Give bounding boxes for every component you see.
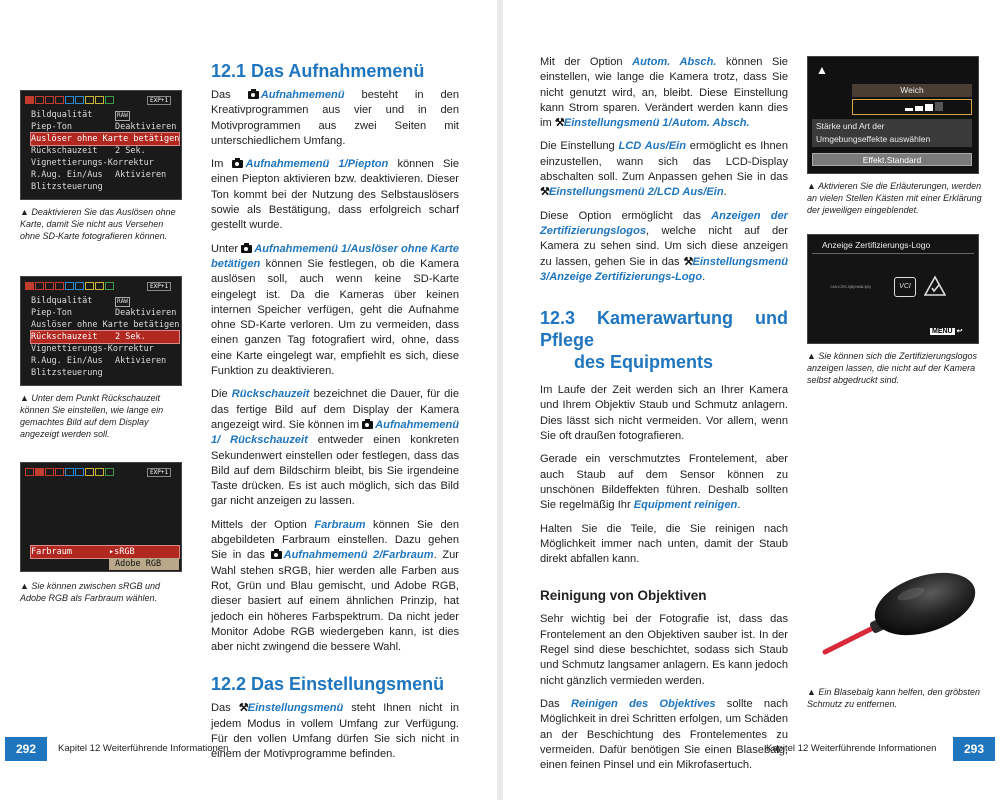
menu-back-button[interactable]: MENU ↩ xyxy=(932,328,963,335)
menu-tabs xyxy=(25,282,115,291)
option-adobe-rgb[interactable]: Adobe RGB xyxy=(109,558,179,570)
camera-icon xyxy=(271,549,282,559)
menu-row[interactable]: Blitzsteuerung xyxy=(31,182,103,192)
menu-row-selected[interactable]: Auslöser ohne Karte betätigen xyxy=(31,134,180,144)
menu-tabs xyxy=(25,96,115,105)
camera-icon xyxy=(248,89,259,99)
footer-left: Kapitel 12 Weiterführende Informationen xyxy=(58,743,229,754)
effect-settings-screen xyxy=(807,56,979,174)
wrench-icon: ⚒ xyxy=(540,186,550,199)
menu-row[interactable]: Vignettierungs-Korrektur xyxy=(31,344,154,354)
camera-icon xyxy=(241,243,252,253)
effect-description: Stärke und Art der Umgebungseffekte auswählen xyxy=(812,119,972,147)
camera-icon xyxy=(232,158,243,168)
rcm-logo-icon xyxy=(924,275,946,297)
section-heading-12-3: 12.3 Kamerawartung und Pflege des Equipments xyxy=(540,308,788,373)
left-text-column: 12.1 Das Aufnahmemenü Das Aufnahmemenü besteht in den Kreativprogrammen aus vier und in den Motivprogrammen aus zwei Seiten mit unterschiedlichem Umfang. Im Aufnahmemenü 1/Piepton können Sie einen Piepton aktivieren bzw. deaktivieren. Dieser Ton kommt bei der Nutzung des Selbstauslösers sowie als Bestätigung, dass erfolgreich scharf gestellt wurde. Unter Aufnahmemenü 1/Auslöser ohne Karte betätigen können Sie festlegen, ob die Kamera auslösen soll, auch wenn keine SD-Karte eingelegt ist. Da die Kameras über keinen internen Speicher verfügen, geht die Aufnahme ohne SD-Karte verloren. Um zu vermeiden, dass einen ganzen Tag fotografiert wird, ohne, dass eine Karte eingelegt war, empfiehlt es sich, diese Funktion zu deaktivieren. Die Rückschauzeit bezeichnet die Dauer, für die das fertige Bild auf dem Display der Kamera angezeigt wird. Sie können im Aufnahmemenü 1/ Rückschauzeit entweder einen konkreten Sekundenwert einstellen oder festlegen, dass das Bild auf dem Bildschirm bleibt, bis Sie irgendeine Taste drücken. Es ist auch möglich, sich das Bild gar nicht anzeigen zu lassen. Mittels der Option Farbraum können Sie den abgebildeten Farbraum einstellen. Dazu gehen Sie in das Aufnahmemenü 2/Farbraum. Zur Wahl stehen sRGB, hier werden alle Farben aus Rot, Grün und Blau gemischt, und Adobe RGB, dieser basiert auf einem ähnlichen Prinzip, hat jedoch ein höheres Farbspektrum. Da nicht jeder Monitor Adobe RGB wiedergeben kann, ist dies aber nicht zwingend die bessere Wahl. 12.2 Das Einstellungsmenü Das ⚒Einstellungsmenü steht Ihnen nicht in jedem Modus in vollem Umfang zur Verfügung. Für den vollen Umfang dürfen Sie sich nicht in einem der Motivprogramme befinden. xyxy=(211,61,460,761)
menu-row[interactable]: R.Aug. Ein/Aus Aktivieren xyxy=(31,170,167,180)
blower-photo xyxy=(807,568,983,678)
menu-row[interactable]: R.Aug. Ein/Aus Aktivieren xyxy=(31,356,167,366)
menu-row[interactable]: Piep-Ton Deaktivieren xyxy=(31,308,177,318)
page-number-left: 292 xyxy=(5,737,47,761)
camera-icon xyxy=(362,419,373,429)
menu-row[interactable]: Bildqualität RAW xyxy=(31,110,128,120)
menu-row[interactable]: Rückschauzeit 2 Sek. xyxy=(31,146,146,156)
effect-slider[interactable] xyxy=(852,99,972,115)
section-heading-12-2: 12.2 Das Einstellungsmenü xyxy=(211,674,445,695)
sub-heading-objektive: Reinigung von Objektiven xyxy=(540,588,707,604)
caption-screen-1: ▲ Deaktivieren Sie das Auslösen ohne Karte, damit Sie nicht aus Versehen ohne SD-Karte fotografieren können. xyxy=(20,207,176,241)
footer-right: Kapitel 12 Weiterführende Informationen xyxy=(766,743,937,754)
option-srgb[interactable]: ▸sRGB xyxy=(109,547,135,557)
right-text-column: Mit der Option Autom. Absch. können Sie einstellen, wie lange die Kamera trotz, dass Sie nicht genutzt wird, an, bleibt. Diese Einstellung kann Strom sparen. Verändert werden kann dies im ⚒Einstellungsmenü 1/Autom. Absch. Die Einstellung LCD Aus/Ein ermöglicht es Ihnen einzustellen, wann sich das LCD-Display abschalten soll. Zum Anpassen gehen Sie in das ⚒Einstellungsmenü 2/LCD Aus/Ein. Diese Option ermöglicht das Anzeigen der Zertifizierungslogos, welche nicht auf der Kamera zu sehen sind. Um sich diese anzeigen zu lassen, gehen Sie in das ⚒Einstellungsmenü 3/Anzeige Zertifizierungs-Logo. 12.3 Kamerawartung und Pflege des Equipments Im Laufe der Zeit werden sich an Ihrer Kamera und Ihrem Objektiv Staub und Schmutz anlagern. Dies lässt sich nicht vermeiden. Vor allem, wenn Sie oft draußen fotografieren. Gerade ein verschmutztes Frontelement, aber auch Staub auf dem Sensor können zu unschönen Bildeffekten führen. Deshalb sollten Sie regelmäßig Ihr Equipment reinigen. Halten Sie die Teile, die Sie reinigen nach Möglichkeit immer nach unten, damit der Staub direkt abfallen kann. Reinigung von Objektiven Sehr wichtig bei der Fotografie ist, dass das Frontelement an den Objektiven sauber ist. In der Regel sind diese beschichtet, sodass sich Staub und Schmutz langsamer anlagern. Es kann jedoch nicht gänzlich vermieden werden. Das Reinigen des Objektives sollte nach Möglichkeit in drei Schritten erfolgen, um Schäden an der Beschichtung des Frontelementes zu vermeiden. Dafür benötigen Sie einen Blasebalg, einen feinen Pinsel und ein Mikrofasertuch. xyxy=(540,56,788,772)
caption-effect-screen: ▲ Aktivieren Sie die Erläuterungen, werden an vielen Stellen Kästen mit einer Erklärung der jeweiligen eingeblendet. xyxy=(807,181,982,215)
effect-standard-button[interactable]: Effekt.Standard xyxy=(812,153,972,166)
page-number-right: 293 xyxy=(953,737,995,761)
menu-row[interactable]: Vignettierungs-Korrektur xyxy=(31,158,154,168)
section-heading-12-1: 12.1 Das Aufnahmemenü xyxy=(211,61,425,81)
camera-menu-screen-1 xyxy=(20,90,182,200)
wrench-icon: ⚒ xyxy=(683,255,694,268)
logo-screen-title: Anzeige Zertifizierungs-Logo xyxy=(822,240,931,250)
right-page xyxy=(503,0,1000,800)
vcci-logo-icon: VCI xyxy=(894,277,916,297)
caption-logo-screen: ▲ Sie können sich die Zertifizierungslogos anzeigen lassen, die nicht auf der Kamera selbst abgedruckt sind. xyxy=(807,351,977,385)
landscape-icon: ▲ xyxy=(816,63,828,77)
wrench-icon: ⚒ xyxy=(238,702,249,715)
caption-screen-2: ▲ Unter dem Punkt Rückschauzeit können Sie einstellen, wie lange ein gemachtes Bild auf dem Display angezeigt werden soll. xyxy=(20,393,164,439)
wrench-icon: ⚒ xyxy=(554,117,565,130)
menu-row[interactable]: Auslöser ohne Karte betätigen xyxy=(31,320,180,330)
certification-logo-screen xyxy=(807,234,979,344)
exposure-badge: EXP+1 xyxy=(147,468,171,477)
camera-menu-screen-2 xyxy=(20,276,182,386)
camera-menu-screen-3 xyxy=(20,462,182,572)
effect-value: Weich xyxy=(852,84,972,97)
menu-row[interactable]: Bildqualität RAW xyxy=(31,296,128,306)
left-page xyxy=(0,0,497,800)
menu-row-selected[interactable]: Farbraum xyxy=(31,546,179,558)
menu-row-selected[interactable]: Rückschauzeit 2 Sek. xyxy=(31,331,179,343)
exposure-badge: EXP+1 xyxy=(147,96,171,105)
caption-screen-3: ▲ Sie können zwischen sRGB und Adobe RGB als Farbraum wählen. xyxy=(20,581,160,603)
ices-text: CAN ICES-3(B)/NMB-3(B) xyxy=(830,285,871,289)
caption-blower: ▲ Ein Blasebalg kann helfen, den gröbsten Schmutz zu entfernen. xyxy=(807,687,981,709)
exposure-badge: EXP+1 xyxy=(147,282,171,291)
menu-tabs xyxy=(25,468,115,477)
menu-row[interactable]: Blitzsteuerung xyxy=(31,368,103,378)
menu-row[interactable]: Piep-Ton Deaktivieren xyxy=(31,122,177,132)
